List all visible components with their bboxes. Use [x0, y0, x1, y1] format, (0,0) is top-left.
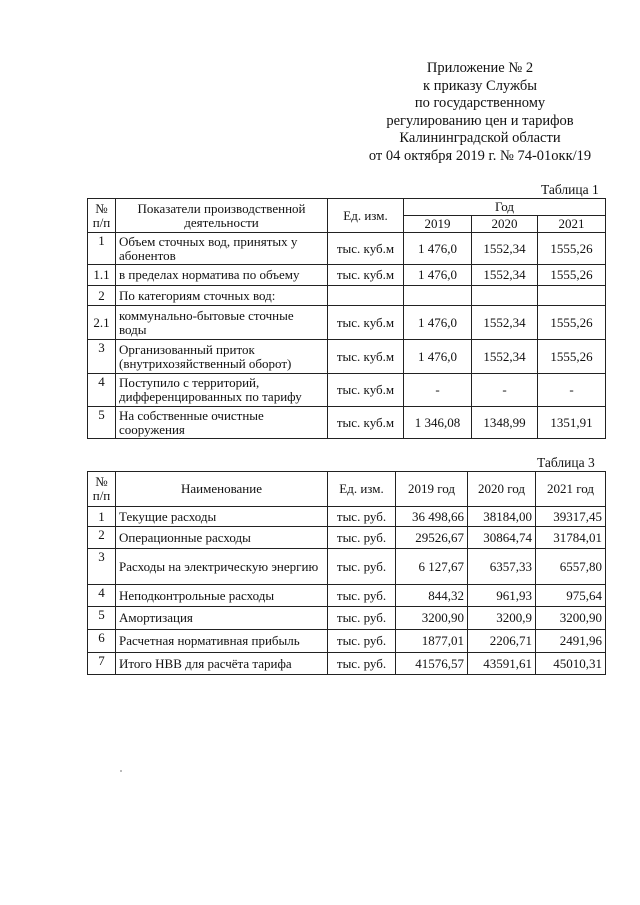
- appendix-header: [330, 60, 630, 165]
- col-header-name: Наименование: [116, 472, 328, 507]
- row-unit: тыс. куб.м: [328, 407, 404, 439]
- table-row: [88, 306, 606, 340]
- row-value: [472, 286, 538, 306]
- row-value: 6 127,67: [396, 549, 468, 585]
- row-value: 38184,00: [468, 507, 536, 527]
- row-value: 1877,01: [396, 630, 468, 653]
- row-value: 975,64: [536, 585, 606, 607]
- row-value: 1 476,0: [404, 306, 472, 340]
- col-header-num: № п/п: [88, 199, 116, 233]
- table-row: [88, 340, 606, 374]
- table-row: [88, 507, 606, 527]
- row-unit: тыс. куб.м: [328, 265, 404, 286]
- row-value: 1552,34: [472, 233, 538, 265]
- row-value: 43591,61: [468, 653, 536, 675]
- row-value: -: [538, 374, 606, 407]
- row-unit: тыс. руб.: [328, 607, 396, 630]
- row-name: Организованный приток (внутрихозяйственный оборот): [116, 340, 328, 374]
- row-value: 36 498,66: [396, 507, 468, 527]
- row-name: Итого НВВ для расчёта тарифа: [116, 653, 328, 675]
- row-value: 45010,31: [536, 653, 606, 675]
- row-name: Объем сточных вод, принятых у абонентов: [116, 233, 328, 265]
- row-num: 2: [88, 527, 116, 549]
- row-unit: тыс. руб.: [328, 585, 396, 607]
- row-num: 1: [88, 507, 116, 527]
- table-row: [88, 630, 606, 653]
- col-header-year-2019: 2019: [404, 216, 472, 233]
- header-line: к приказу Службы: [423, 77, 537, 94]
- row-unit: тыс. руб.: [328, 630, 396, 653]
- table-row: [88, 607, 606, 630]
- col-header-year: Год: [404, 199, 606, 216]
- row-value: 1555,26: [538, 265, 606, 286]
- row-unit: тыс. куб.м: [328, 374, 404, 407]
- row-unit: [328, 286, 404, 306]
- row-value: 1555,26: [538, 340, 606, 374]
- row-name: Операционные расходы: [116, 527, 328, 549]
- col-header-year-2019: 2019 год: [396, 472, 468, 507]
- row-value: 3200,90: [396, 607, 468, 630]
- scan-speck: [120, 770, 122, 772]
- table3-caption: Таблица 3: [537, 455, 595, 470]
- table1-caption: Таблица 1: [541, 182, 599, 197]
- row-name: Расчетная нормативная прибыль: [116, 630, 328, 653]
- row-unit: тыс. руб.: [328, 653, 396, 675]
- row-name: в пределах норматива по объему: [116, 265, 328, 286]
- header-line: Калининградской области: [399, 130, 561, 146]
- row-value: 6357,33: [468, 549, 536, 585]
- row-name: Текущие расходы: [116, 507, 328, 527]
- col-header-year-2021: 2021: [538, 216, 606, 233]
- row-value: 41576,57: [396, 653, 468, 675]
- row-name: Поступило с территорий, дифференцированных по тарифу: [116, 374, 328, 407]
- row-value: 1552,34: [472, 340, 538, 374]
- row-unit: тыс. руб.: [328, 507, 396, 527]
- row-value: -: [472, 374, 538, 407]
- row-unit: тыс. куб.м: [328, 340, 404, 374]
- row-value: [538, 286, 606, 306]
- col-header-indicator: Показатели производственной деятельности: [116, 199, 328, 233]
- row-num: 2.1: [88, 306, 116, 340]
- table-row: [88, 286, 606, 306]
- col-header-year-2020: 2020: [472, 216, 538, 233]
- row-value: -: [404, 374, 472, 407]
- row-value: 29526,67: [396, 527, 468, 549]
- row-name: коммунально-бытовые сточные воды: [116, 306, 328, 340]
- row-value: 1552,34: [472, 306, 538, 340]
- row-name: Неподконтрольные расходы: [116, 585, 328, 607]
- row-value: 844,32: [396, 585, 468, 607]
- table-row: [88, 265, 606, 286]
- row-unit: тыс. руб.: [328, 549, 396, 585]
- row-value: 2206,71: [468, 630, 536, 653]
- row-value: 39317,45: [536, 507, 606, 527]
- table3: [87, 471, 606, 675]
- col-header-num: № п/п: [88, 472, 116, 507]
- row-unit: тыс. куб.м: [328, 306, 404, 340]
- row-name: Амортизация: [116, 607, 328, 630]
- row-num: 2: [88, 286, 116, 306]
- row-value: 1 476,0: [404, 340, 472, 374]
- table-row: [88, 374, 606, 407]
- row-num: 1.1: [88, 265, 116, 286]
- col-header-unit: Ед. изм.: [328, 472, 396, 507]
- row-value: 1555,26: [538, 306, 606, 340]
- col-header-year-2021: 2021 год: [536, 472, 606, 507]
- row-unit: тыс. руб.: [328, 527, 396, 549]
- header-line: от 04 октября 2019 г. № 74-01окк/19: [368, 147, 592, 164]
- row-value: 2491,96: [536, 630, 606, 653]
- table1: [87, 198, 606, 439]
- row-unit: тыс. куб.м: [328, 233, 404, 265]
- row-value: 1552,34: [472, 265, 538, 286]
- table-row: [88, 233, 606, 265]
- col-header-unit: Ед. изм.: [328, 199, 404, 233]
- header-line: регулированию цен и тарифов: [386, 112, 574, 129]
- row-value: 30864,74: [468, 527, 536, 549]
- header-line: по государственному: [414, 95, 546, 111]
- row-value: 1351,91: [538, 407, 606, 439]
- row-num: 7: [88, 653, 116, 675]
- row-name: Расходы на электрическую энергию: [116, 549, 328, 585]
- table-row: [88, 585, 606, 607]
- row-name: По категориям сточных вод:: [116, 286, 328, 306]
- table-row: [88, 549, 606, 585]
- row-num: 4: [88, 374, 116, 407]
- row-value: 3200,90: [536, 607, 606, 630]
- table-row: [88, 527, 606, 549]
- row-num: 4: [88, 585, 116, 607]
- row-name: На собственные очистные сооружения: [116, 407, 328, 439]
- row-value: 1555,26: [538, 233, 606, 265]
- row-value: 961,93: [468, 585, 536, 607]
- row-value: 1 476,0: [404, 233, 472, 265]
- row-num: 3: [88, 549, 116, 585]
- row-num: 6: [88, 630, 116, 653]
- row-num: 5: [88, 407, 116, 439]
- row-value: 1 476,0: [404, 265, 472, 286]
- row-num: 1: [88, 233, 116, 265]
- row-value: 6557,80: [536, 549, 606, 585]
- row-value: 3200,9: [468, 607, 536, 630]
- col-header-year-2020: 2020 год: [468, 472, 536, 507]
- row-value: 1348,99: [472, 407, 538, 439]
- table-row: [88, 407, 606, 439]
- row-num: 3: [88, 340, 116, 374]
- table-row: [88, 653, 606, 675]
- header-line: Приложение № 2: [426, 60, 534, 76]
- row-num: 5: [88, 607, 116, 630]
- row-value: [404, 286, 472, 306]
- row-value: 1 346,08: [404, 407, 472, 439]
- row-value: 31784,01: [536, 527, 606, 549]
